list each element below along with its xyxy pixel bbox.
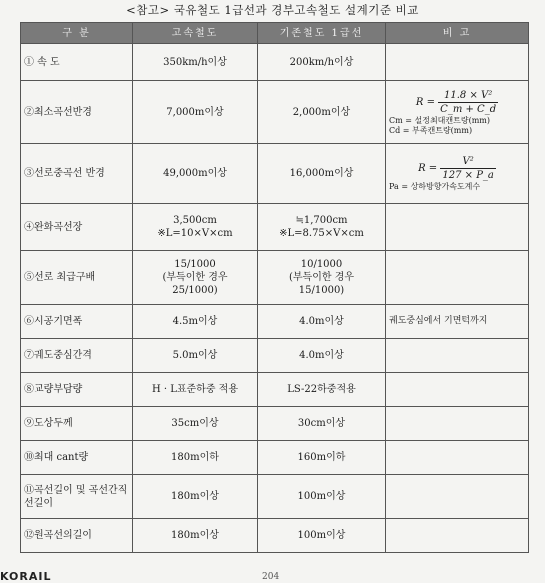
table-row <box>21 407 529 441</box>
row-item: ⑪곡선길이 및 곡선간직선길이 <box>21 475 133 519</box>
table-row <box>21 44 529 81</box>
remark-cell <box>386 519 529 553</box>
formula-lhs: R = <box>418 163 438 174</box>
conv-value: 200km/h이상 <box>258 44 386 81</box>
conv-value <box>258 251 386 305</box>
formula-numerator: 11.8 × V² <box>438 89 498 103</box>
row-item: ②최소곡선반경 <box>21 81 133 144</box>
conv-line: 15/1000) <box>298 285 345 296</box>
conv-value: 160m이하 <box>258 441 386 475</box>
table-row <box>21 204 529 251</box>
page-title: <참고> 국유철도 1급선과 경부고속철도 설계기준 비교 <box>126 3 419 17</box>
conv-line: 10/1000 <box>300 259 343 270</box>
conv-value: 4.0m이상 <box>258 339 386 373</box>
remark-cell <box>386 251 529 305</box>
hsr-value <box>133 251 258 305</box>
header-category: 구 분 <box>21 23 133 44</box>
table-row <box>21 305 529 339</box>
hsr-value: H · L표준하중 적용 <box>133 373 258 407</box>
conv-value: 100m이상 <box>258 475 386 519</box>
hsr-value: 5.0m이상 <box>133 339 258 373</box>
row-item: ③선로중곡선 반경 <box>21 144 133 204</box>
row-item: ④완화곡선장 <box>21 204 133 251</box>
formula-numerator: V² <box>440 155 496 169</box>
table-row <box>21 519 529 553</box>
row-item: ⑫원곡선의길이 <box>21 519 133 553</box>
table-row <box>21 339 529 373</box>
conv-value: 30cm이상 <box>258 407 386 441</box>
conv-value <box>258 204 386 251</box>
remark-cell <box>386 475 529 519</box>
conv-value: 2,000m이상 <box>258 81 386 144</box>
remark-cell <box>386 407 529 441</box>
hsr-line: 15/1000 <box>174 259 216 270</box>
table-row <box>21 475 529 519</box>
formula-denominator: C_m + C_d <box>440 103 497 115</box>
formula-denominator: 127 × P_a <box>442 170 494 181</box>
remark-cell <box>386 81 529 144</box>
formula-note: Cm = 설정최대캔트량(mm) <box>389 115 491 125</box>
formula-fraction <box>440 155 496 182</box>
formula-fraction <box>438 89 498 116</box>
conv-value: LS-22하중적용 <box>258 373 386 407</box>
table-row <box>21 373 529 407</box>
remark-cell <box>386 144 529 204</box>
hsr-line: 25/1000) <box>172 285 218 296</box>
hsr-value: 35cm이상 <box>133 407 258 441</box>
remark-cell <box>386 44 529 81</box>
table-row <box>21 144 529 204</box>
formula-note: Pa = 상하방향가속도계수 <box>389 182 481 191</box>
table-row <box>21 81 529 144</box>
row-item: ⑤선로 최급구배 <box>21 251 133 305</box>
hsr-value: 350km/h이상 <box>133 44 258 81</box>
hsr-value <box>133 204 258 251</box>
vertical-curve-formula <box>389 155 525 182</box>
remark-cell <box>386 373 529 407</box>
conv-line: ※L=8.75×V×cm <box>279 228 364 239</box>
remark-cell: 궤도중심에서 기면턱까지 <box>386 305 529 339</box>
table-header-row <box>21 23 529 44</box>
hsr-value: 180m이상 <box>133 475 258 519</box>
row-item: ⑥시공기면폭 <box>21 305 133 339</box>
conv-value: 16,000m이상 <box>258 144 386 204</box>
hsr-line: 3,500cm <box>173 215 217 226</box>
hsr-value: 180m이하 <box>133 441 258 475</box>
korail-logo: KORAIL <box>0 570 52 583</box>
conv-value: 100m이상 <box>258 519 386 553</box>
hsr-value: 180m이상 <box>133 519 258 553</box>
row-item: ⑩최대 cant량 <box>21 441 133 475</box>
conv-line: ≒1,700cm <box>295 215 348 226</box>
comparison-table <box>20 22 529 553</box>
hsr-line: (부득이한 경우 <box>162 272 228 283</box>
row-item: ⑨도상두께 <box>21 407 133 441</box>
row-item: ⑧교량부담량 <box>21 373 133 407</box>
formula-note: Cd = 부족캔트량(mm) <box>389 125 473 135</box>
remark-cell <box>386 441 529 475</box>
header-remarks: 비 고 <box>386 23 529 44</box>
header-high-speed: 고속철도 <box>133 23 258 44</box>
header-conventional: 기존철도 1급선 <box>258 23 386 44</box>
hsr-line: ※L=10×V×cm <box>157 228 233 239</box>
page-number: 204 <box>262 572 280 582</box>
radius-formula <box>389 89 525 116</box>
hsr-value: 49,000m이상 <box>133 144 258 204</box>
hsr-value: 4.5m이상 <box>133 305 258 339</box>
conv-value: 4.0m이상 <box>258 305 386 339</box>
table-row <box>21 441 529 475</box>
row-item: ⑦궤도중심간격 <box>21 339 133 373</box>
table-row <box>21 251 529 305</box>
formula-lhs: R = <box>415 96 435 108</box>
remark-cell <box>386 339 529 373</box>
row-item: ① 속 도 <box>21 44 133 81</box>
remark-cell <box>386 204 529 251</box>
conv-line: (부득이한 경우 <box>288 272 355 283</box>
hsr-value: 7,000m이상 <box>133 81 258 144</box>
